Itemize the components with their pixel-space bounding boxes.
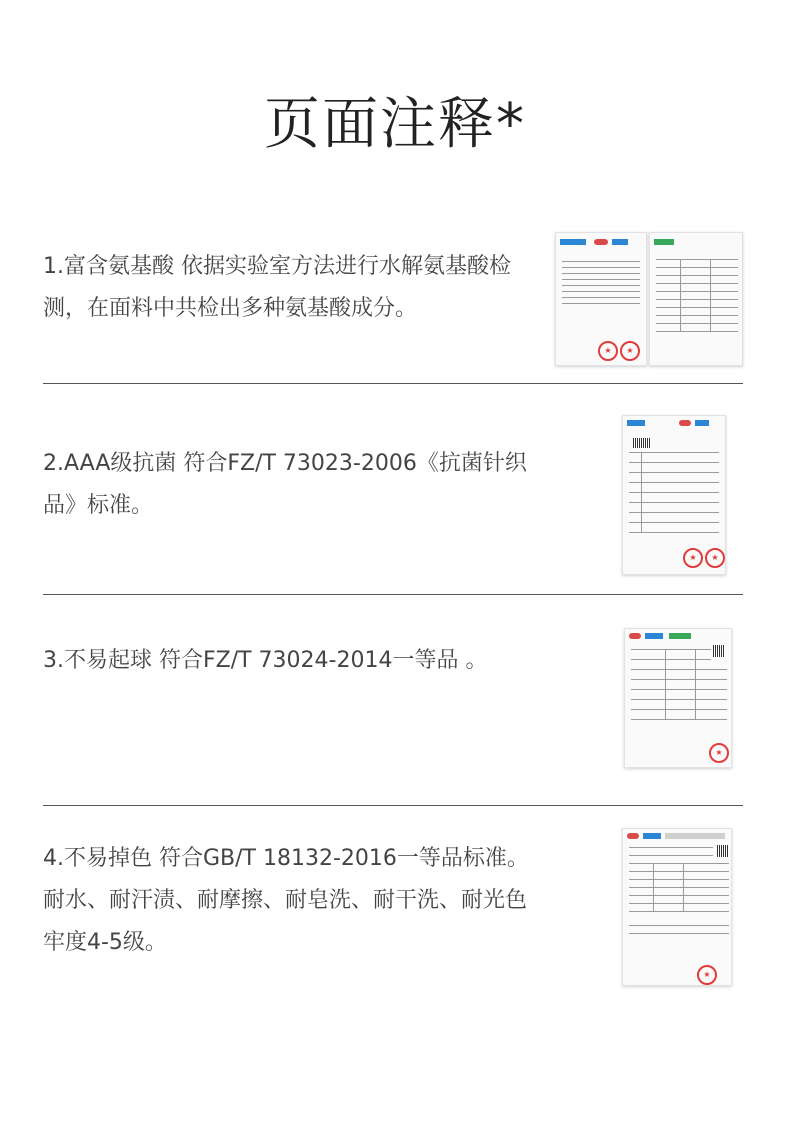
- section-divider: [43, 594, 743, 595]
- report-page: [624, 628, 732, 768]
- qr-code-icon: [713, 645, 725, 657]
- annotation-text: 4.不易掉色 符合GB/T 18132-2016一等品标准。耐水、耐汗渍、耐摩擦、耐皂洗、耐干洗、耐光色牢度4-5级。: [43, 846, 529, 955]
- red-seal-icon: [697, 965, 717, 985]
- report-page: [649, 232, 743, 366]
- barcode-icon: [633, 438, 651, 448]
- test-report-image-4: [620, 828, 734, 990]
- red-seal-icon: [705, 548, 725, 568]
- qr-code-icon: [717, 845, 729, 857]
- red-seal-icon: [683, 548, 703, 568]
- test-report-image-1: [555, 232, 745, 370]
- annotation-text: 1.富含氨基酸 依据实验室方法进行水解氨基酸检测，在面料中共检出多种氨基酸成分。: [43, 254, 511, 321]
- red-seal-icon: [709, 743, 729, 763]
- page-title: 页面注释*: [264, 92, 526, 157]
- red-seal-icon: [598, 341, 618, 361]
- section-divider: [43, 805, 743, 806]
- test-report-image-2: [620, 415, 730, 580]
- red-seal-icon: [620, 341, 640, 361]
- annotation-text: 3.不易起球 符合FZ/T 73024-2014一等品 。: [43, 648, 488, 673]
- section-divider: [43, 383, 743, 384]
- report-page: [622, 415, 726, 575]
- report-page: [622, 828, 732, 986]
- test-report-image-3: [622, 628, 734, 772]
- report-page: [555, 232, 647, 366]
- annotation-text: 2.AAA级抗菌 符合FZ/T 73023-2006《抗菌针织品》标准。: [43, 451, 527, 518]
